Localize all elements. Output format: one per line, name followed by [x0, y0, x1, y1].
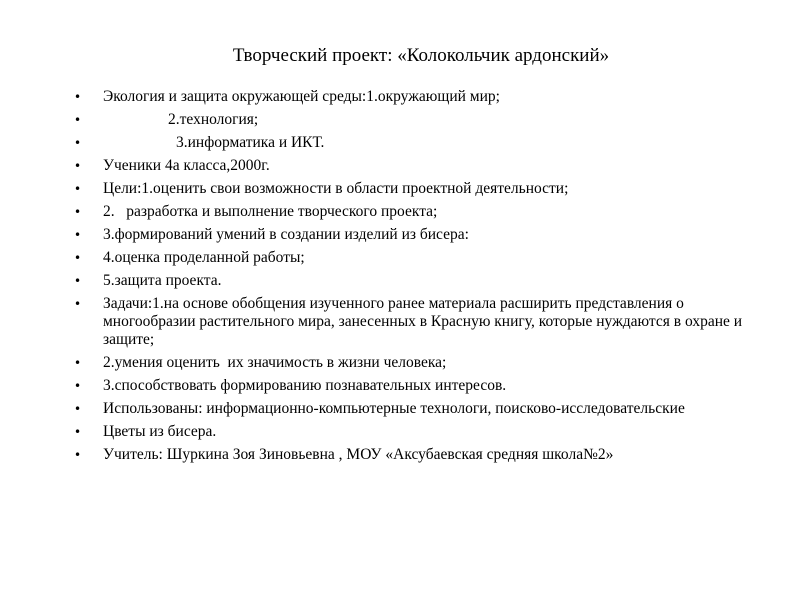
bullet-text: Экология и защита окружающей среды:1.окружающий мир;	[103, 88, 500, 105]
bullet-text: 3.формирований умений в создании изделий из бисера:	[103, 226, 469, 243]
bullet-text: Учитель: Шуркина Зоя Зиновьевна , МОУ «Аксубаевская средняя школа№2»	[103, 446, 614, 463]
slide-title-text: Творческий проект: «Колокольчик ардонский»	[232, 45, 610, 66]
bullet-text: Задачи:1.на основе обобщения изученного ранее материала расширить представления о многообразии растительного мира, занесенных в Красную книгу, которые нуждаются в охране и защите;	[103, 295, 743, 348]
bullet-item	[103, 295, 743, 349]
bullet-item	[103, 180, 743, 198]
bullet-item	[103, 377, 743, 395]
bullet-item	[103, 157, 743, 175]
bullet-text: 2.умения оценить их значимость в жизни человека;	[103, 354, 447, 371]
bullet-text: 2. разработка и выполнение творческого проекта;	[103, 203, 438, 220]
slide-title	[0, 44, 800, 68]
bullet-item	[103, 88, 743, 106]
bullet-item	[103, 203, 743, 221]
bullet-text: Использованы: информационно-компьютерные технологи, поисково-исследовательские	[103, 400, 685, 417]
bullet-text: 3.информатика и ИКТ.	[176, 134, 325, 151]
bullet-item	[103, 249, 743, 267]
bullet-item	[103, 446, 743, 464]
bullet-list	[103, 88, 743, 469]
bullet-item	[103, 400, 743, 418]
bullet-item	[103, 354, 743, 372]
bullet-text: Цели:1.оценить свои возможности в области проектной деятельности;	[103, 180, 569, 197]
bullet-text: Ученики 4а класса,2000г.	[103, 157, 270, 174]
bullet-item	[103, 423, 743, 441]
bullet-text: 5.защита проекта.	[103, 272, 222, 289]
bullet-text: 2.технология;	[168, 111, 259, 128]
bullet-item	[103, 272, 743, 290]
bullet-text: Цветы из бисера.	[103, 423, 217, 440]
bullet-item	[103, 111, 743, 129]
bullet-text: 3.способствовать формированию познавательных интересов.	[103, 377, 507, 394]
bullet-text: 4.оценка проделанной работы;	[103, 249, 305, 266]
bullet-item	[103, 134, 743, 152]
bullet-item	[103, 226, 743, 244]
